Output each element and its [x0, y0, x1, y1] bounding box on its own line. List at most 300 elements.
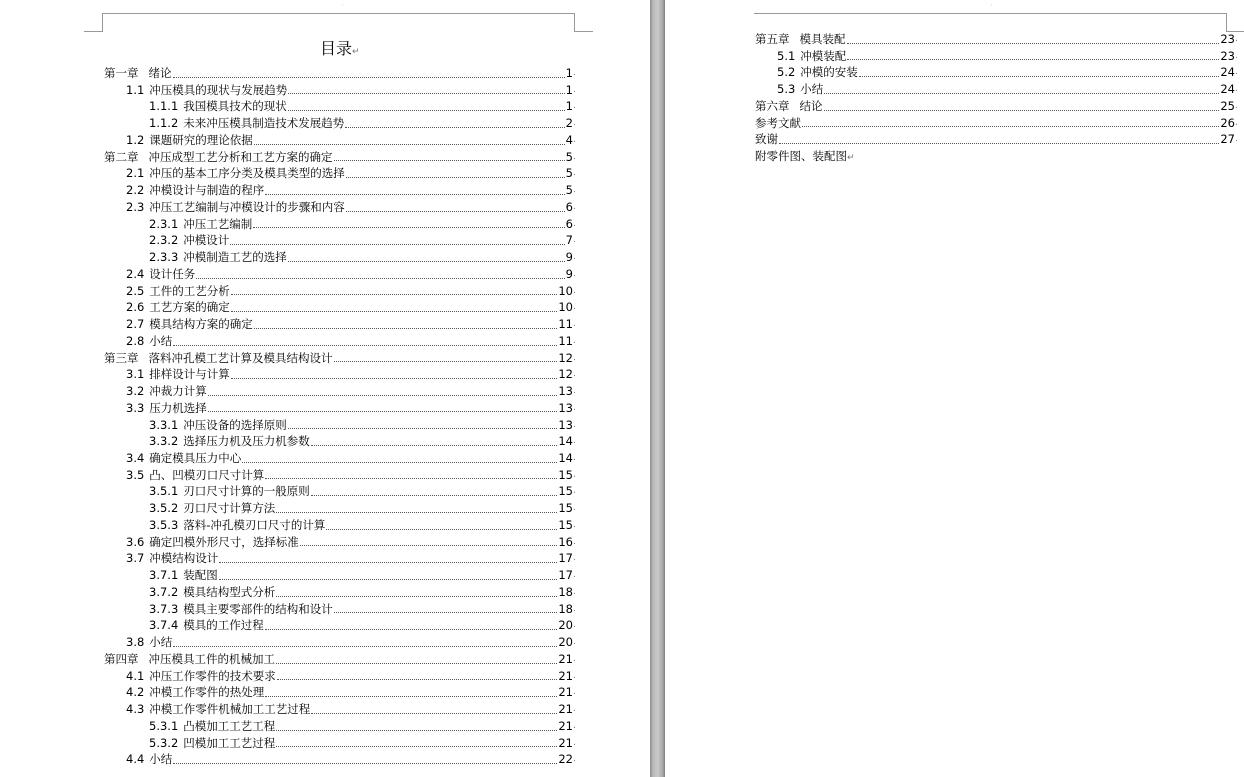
dot-leader — [288, 93, 564, 94]
toc-entry[interactable] — [104, 350, 579, 367]
toc-entry[interactable] — [149, 567, 579, 584]
toc-entry[interactable] — [126, 400, 579, 417]
toc-entry-number: 2.2 — [126, 183, 145, 198]
toc-entry-number: 5.2 — [777, 65, 796, 80]
toc-entry-number: 4.4 — [126, 752, 145, 767]
toc-entry[interactable] — [126, 383, 579, 400]
toc-entry[interactable] — [126, 316, 579, 333]
toc-entry-text: 刃口尺寸计算方法 — [183, 501, 276, 516]
toc-entry-text: 凸、凹模刃口尺寸计算 — [149, 467, 265, 482]
dot-leader — [334, 160, 565, 161]
tab-mark: . — [573, 519, 576, 530]
dot-leader — [231, 294, 558, 295]
toc-page-number: 15 — [558, 517, 573, 532]
toc-entry[interactable] — [126, 668, 579, 685]
toc-entry[interactable] — [126, 182, 579, 199]
header-paragraph-mark: ˙ — [341, 4, 344, 11]
dot-leader — [859, 76, 1220, 77]
tab-mark: . — [573, 670, 576, 681]
tab-mark: . — [573, 252, 576, 263]
toc-page-number: 26 — [1220, 115, 1235, 130]
toc-entry-text: 小结 — [149, 333, 173, 348]
toc-entry-number: 1.1.2 — [149, 116, 179, 131]
toc-page-number: 11 — [558, 317, 573, 332]
tab-mark: . — [1235, 84, 1238, 95]
toc-entry-text: 绪论 — [148, 65, 172, 80]
dot-leader — [254, 328, 558, 329]
toc-entry-text: 冲模结构设计 — [149, 551, 219, 566]
toc-entry-number: 2.5 — [126, 283, 145, 298]
toc-entry[interactable] — [126, 299, 579, 316]
toc-entry-text: 压力机选择 — [149, 400, 207, 415]
tab-mark: . — [573, 352, 576, 363]
tab-mark: . — [573, 737, 576, 748]
toc-entry-number: 3.5 — [126, 467, 145, 482]
toc-entry-text: 小结 — [149, 635, 173, 650]
tab-mark: . — [573, 453, 576, 463]
tab-mark: . — [573, 419, 576, 430]
tab-mark: . — [573, 586, 576, 597]
toc-entry-text: 冲模设计与制造的程序 — [149, 183, 265, 198]
tab-mark: . — [1235, 67, 1238, 78]
toc-page-number: 22 — [558, 752, 573, 767]
dot-leader — [265, 696, 557, 697]
toc-entry-text: 确定模具压力中心 — [149, 451, 242, 465]
toc-entry-text: 冲模设计 — [183, 233, 230, 248]
toc-entry-number: 3.4 — [126, 451, 145, 465]
toc-entry-text: 课题研究的理论依据 — [149, 132, 253, 147]
toc-entry-number: 3.5.3 — [149, 517, 179, 532]
toc-page-number: 17 — [558, 568, 573, 583]
tab-mark: . — [573, 201, 576, 212]
toc-page-number: 18 — [558, 584, 573, 599]
toc-entry-number: 5.3.2 — [149, 735, 179, 750]
toc-entry-text: 冲压工作零件的技术要求 — [149, 668, 276, 683]
toc-entry[interactable] — [149, 232, 579, 249]
toc-entry-number: 第二章 — [104, 149, 139, 164]
toc-entry-text: 小结 — [800, 82, 824, 97]
toc-page-number: 11 — [558, 333, 573, 348]
toc-entry[interactable] — [104, 651, 579, 668]
toc-entry-text: 工艺方案的确定 — [149, 300, 230, 315]
toc-entry[interactable] — [149, 433, 579, 450]
toc-entry[interactable] — [149, 617, 579, 634]
toc-entry[interactable] — [149, 484, 579, 501]
toc-page-number: 7 — [565, 233, 573, 248]
toc-entry-number: 3.8 — [126, 635, 145, 650]
toc-entry-number: 2.3.2 — [149, 233, 179, 248]
tab-mark: . — [573, 151, 576, 162]
toc-page-number: 24 — [1220, 82, 1235, 97]
toc-entry-text: 冲压模具工件的机械加工 — [148, 651, 275, 666]
header-paragraph-mark: ˙ — [990, 4, 993, 11]
tab-mark: . — [573, 319, 576, 330]
dot-leader — [288, 428, 558, 429]
toc-entry-text: 模具主要零部件的结构和设计 — [183, 601, 333, 616]
dot-leader — [311, 495, 558, 496]
toc-entry-number: 第四章 — [104, 651, 139, 666]
toc-entry-text: 凸模加工工艺工程 — [183, 718, 276, 733]
dot-leader — [334, 361, 558, 362]
toc-entry-text: 冲压模具的现状与发展趋势 — [149, 82, 288, 97]
tab-mark: . — [573, 720, 576, 731]
toc-entry[interactable] — [755, 31, 1241, 48]
dot-leader — [824, 93, 1219, 94]
toc-page-number: 1 — [565, 82, 573, 97]
toc-entry-number: 3.6 — [126, 534, 145, 549]
toc-entry-text: 小结 — [149, 752, 173, 767]
toc-page-number: 12 — [558, 350, 573, 365]
toc-page-number: 14 — [558, 451, 573, 465]
tab-mark: . — [573, 67, 576, 78]
tab-mark: . — [573, 302, 576, 313]
toc-entry[interactable] — [126, 634, 579, 651]
dot-leader — [219, 562, 557, 563]
toc-entry[interactable] — [755, 98, 1241, 115]
tab-mark: . — [573, 704, 576, 715]
toc-page-number: 23 — [1220, 48, 1235, 63]
tab-mark: . — [573, 218, 576, 229]
toc-entry-number: 3.7.3 — [149, 601, 179, 616]
toc-page-number: 14 — [558, 434, 573, 449]
toc-entry-number: 3.7.4 — [149, 618, 179, 633]
toc-entry-number: 1.2 — [126, 132, 145, 147]
toc-entry-number: 5.3.1 — [149, 718, 179, 733]
toc-entry[interactable] — [149, 417, 579, 434]
toc-entry-number: 2.7 — [126, 317, 145, 332]
tab-mark: . — [573, 687, 576, 698]
toc-page-number: 15 — [558, 501, 573, 516]
toc-page-number: 13 — [558, 417, 573, 432]
dot-leader — [288, 261, 565, 262]
toc-entry-text: 冲压工艺编制 — [183, 216, 253, 231]
tab-mark: . — [573, 754, 576, 765]
tab-mark: . — [573, 553, 576, 564]
toc-page-number: 20 — [558, 618, 573, 633]
toc-page-number: 9 — [565, 266, 573, 281]
dot-leader — [208, 395, 558, 396]
toc-entry-number: 4.3 — [126, 702, 145, 717]
toc-entry[interactable] — [126, 82, 579, 99]
tab-mark: . — [573, 402, 576, 413]
tab-mark: . — [1235, 134, 1238, 145]
dot-leader — [173, 77, 565, 78]
toc-entry-text: 刃口尺寸计算的一般原则 — [183, 484, 310, 499]
dot-leader — [173, 345, 557, 346]
header-corner-right — [574, 13, 593, 32]
toc-entry[interactable] — [149, 115, 579, 132]
toc-entry-number: 3.3.2 — [149, 434, 179, 449]
dot-leader — [779, 143, 1219, 144]
tab-mark: . — [573, 335, 576, 346]
toc-entry-number: 1.1.1 — [149, 99, 179, 114]
dot-leader — [196, 278, 564, 279]
toc-entry-appendix[interactable] — [755, 148, 855, 167]
dot-leader — [276, 512, 557, 513]
toc-entry[interactable] — [126, 366, 579, 383]
toc-entry-text: 致谢 — [755, 132, 778, 147]
toc-entry-text: 冲模工作零件的热处理 — [149, 685, 265, 700]
toc-page-number: 9 — [565, 250, 573, 265]
toc-entry-text: 落料-冲孔模刃口尺寸的计算 — [183, 517, 326, 532]
toc-page-number: 6 — [565, 199, 573, 214]
toc-entry-number: 3.5.2 — [149, 501, 179, 516]
tab-mark: . — [573, 469, 576, 480]
toc-page-number: 23 — [1220, 31, 1235, 46]
toc-entry-number: 2.1 — [126, 166, 145, 181]
dot-leader — [326, 529, 557, 530]
tab-mark: . — [573, 486, 576, 497]
paragraph-mark: ↵ — [352, 47, 360, 57]
tab-mark: . — [573, 603, 576, 614]
toc-entry-number: 2.6 — [126, 300, 145, 315]
toc-page-number: 6 — [565, 216, 573, 231]
toc-entry[interactable] — [149, 584, 579, 601]
toc-entry[interactable] — [126, 701, 579, 718]
toc-entry[interactable] — [777, 81, 1241, 98]
toc-page-number: 15 — [558, 467, 573, 482]
toc-entry-number: 3.7.1 — [149, 568, 179, 583]
toc-entry-number: 3.7.2 — [149, 584, 179, 599]
page-gutter — [650, 0, 665, 777]
dot-leader — [231, 311, 558, 312]
toc-entry-text: 排样设计与计算 — [149, 367, 230, 382]
toc-entry[interactable] — [755, 131, 1241, 148]
toc-entry-text: 确定凹模外形尺寸，选择标准 — [149, 534, 299, 549]
dot-leader — [173, 763, 557, 764]
toc-entry[interactable] — [126, 550, 579, 567]
toc-page-number: 20 — [558, 635, 573, 650]
tab-mark: . — [1235, 33, 1238, 44]
toc-entry-text: 冲模装配 — [800, 48, 847, 63]
dot-leader — [277, 679, 558, 680]
toc-page-number: 10 — [558, 300, 573, 315]
toc-entry-text: 凹模加工工艺过程 — [183, 735, 276, 750]
dot-leader — [276, 663, 557, 664]
toc-entry-text: 模具的工作过程 — [183, 618, 264, 633]
toc-entry-number: 第五章 — [755, 31, 790, 46]
toc-entry[interactable] — [777, 64, 1241, 81]
dot-leader — [219, 579, 558, 580]
toc-entry-number: 2.8 — [126, 333, 145, 348]
toc-entry-number: 3.5.1 — [149, 484, 179, 499]
toc-page-number: 21 — [558, 702, 573, 717]
toc-page-number: 25 — [1220, 98, 1235, 113]
toc-entry-text: 冲压工艺编制与冲模设计的步骤和内容 — [149, 199, 345, 214]
dot-leader — [230, 244, 564, 245]
header-rule — [754, 13, 1226, 14]
toc-page-number: 21 — [558, 735, 573, 750]
toc-page-number: 13 — [558, 384, 573, 399]
toc-entry-text: 冲模工作零件机械加工工艺过程 — [149, 702, 311, 717]
toc-page-number: 21 — [558, 718, 573, 733]
dot-leader — [346, 177, 565, 178]
toc-entry-text: 冲压成型工艺分析和工艺方案的确定 — [148, 149, 333, 164]
toc-entry[interactable] — [126, 751, 579, 768]
toc-page-number: 21 — [558, 685, 573, 700]
tab-mark: . — [1235, 50, 1238, 61]
toc-entry-text: 冲裁力计算 — [149, 384, 207, 399]
toc-entry-text: 参考文献 — [755, 115, 801, 130]
tab-mark: . — [573, 570, 576, 581]
toc-entry-text: 落料冲孔模工艺计算及模具结构设计 — [148, 350, 333, 365]
tab-mark: . — [573, 637, 576, 648]
toc-entry-number: 5.3 — [777, 82, 796, 97]
toc-entry[interactable] — [126, 132, 579, 149]
toc-entry[interactable] — [126, 684, 579, 701]
tab-mark: . — [1235, 100, 1238, 111]
toc-entry[interactable] — [149, 735, 579, 752]
toc-entry[interactable] — [126, 199, 579, 216]
paragraph-mark: ↵ — [847, 153, 855, 163]
toc-page-number: 12 — [558, 367, 573, 382]
dot-leader — [847, 43, 1220, 44]
tab-mark: . — [573, 268, 576, 279]
toc-entry-number: 3.2 — [126, 384, 145, 399]
toc-entry[interactable] — [149, 718, 579, 735]
toc-entry-text: 冲模的安装 — [800, 65, 858, 80]
toc-page-number: 21 — [558, 651, 573, 666]
dot-leader — [276, 596, 557, 597]
toc-entry-text: 选择压力机及压力机参数 — [183, 434, 310, 449]
toc-title — [320, 38, 360, 63]
tab-mark: . — [573, 134, 576, 145]
dot-leader — [242, 462, 557, 463]
dot-leader — [231, 378, 558, 379]
toc-page-number: 18 — [558, 601, 573, 616]
tab-mark: . — [1235, 117, 1238, 128]
toc-entry-number: 2.3.1 — [149, 216, 179, 231]
toc-entry[interactable] — [149, 216, 579, 233]
toc-entry[interactable] — [126, 450, 579, 467]
document-page-right — [665, 0, 1244, 777]
toc-entry[interactable] — [777, 48, 1241, 65]
tab-mark: . — [573, 185, 576, 196]
toc-entry[interactable] — [126, 266, 579, 283]
toc-entry-number: 3.3.1 — [149, 417, 179, 432]
toc-entry[interactable] — [126, 165, 579, 182]
toc-page-number: 5 — [565, 149, 573, 164]
tab-mark: . — [573, 536, 576, 547]
toc-entry[interactable] — [149, 249, 579, 266]
tab-mark: . — [573, 620, 576, 631]
toc-page-number: 16 — [558, 534, 573, 549]
dot-leader — [265, 478, 557, 479]
toc-page-number: 1 — [565, 65, 573, 80]
toc-page-number: 10 — [558, 283, 573, 298]
tab-mark: . — [573, 84, 576, 95]
toc-page-number: 21 — [558, 668, 573, 683]
tab-mark: . — [573, 503, 576, 514]
dot-leader — [173, 646, 557, 647]
toc-entry-text: 工件的工艺分析 — [149, 283, 230, 298]
tab-mark: . — [573, 436, 576, 447]
toc-entry[interactable] — [126, 534, 579, 551]
header-rule — [102, 13, 574, 14]
toc-entry[interactable] — [104, 149, 579, 166]
toc-entry-text: 模具结构方案的确定 — [149, 317, 253, 332]
tab-mark: . — [573, 285, 576, 296]
toc-entry-text: 冲压设备的选择原则 — [183, 417, 287, 432]
toc-entry-text: 冲模制造工艺的选择 — [183, 250, 287, 265]
toc-entry-number: 5.1 — [777, 48, 796, 63]
dot-leader — [288, 110, 565, 111]
dot-leader — [346, 211, 565, 212]
dot-leader — [300, 545, 558, 546]
toc-entry-text: 装配图 — [183, 568, 218, 583]
tab-mark: . — [573, 386, 576, 397]
toc-entry[interactable] — [126, 333, 579, 350]
tab-mark: . — [573, 235, 576, 246]
toc-entry-text: 模具装配 — [799, 31, 846, 46]
toc-entry[interactable] — [149, 601, 579, 618]
dot-leader — [824, 110, 1220, 111]
toc-entry-number: 2.3.3 — [149, 250, 179, 265]
toc-entry-number: 1.1 — [126, 82, 145, 97]
toc-entry[interactable] — [149, 98, 579, 115]
toc-entry-number: 3.7 — [126, 551, 145, 566]
dot-leader — [311, 713, 557, 714]
dot-leader — [253, 227, 564, 228]
dot-leader — [847, 59, 1219, 60]
toc-entry-text: 模具结构型式分析 — [183, 584, 276, 599]
toc-entry[interactable] — [126, 283, 579, 300]
toc-page-number: 1 — [565, 99, 573, 114]
toc-entry[interactable] — [126, 467, 579, 484]
dot-leader — [345, 127, 564, 128]
toc-entry-number: 4.2 — [126, 685, 145, 700]
dot-leader — [276, 730, 557, 731]
dot-leader — [802, 126, 1219, 127]
toc-entry-number: 第一章 — [104, 65, 139, 80]
toc-entry-text: 我国模具技术的现状 — [183, 99, 287, 114]
toc-page-number: 15 — [558, 484, 573, 499]
toc-title-text: 目录 — [320, 39, 353, 58]
toc-page-number: 4 — [565, 132, 573, 147]
dot-leader — [265, 629, 558, 630]
toc-page-number: 5 — [565, 183, 573, 198]
toc-entry-text: 未来冲压模具制造技术发展趋势 — [183, 116, 345, 131]
tab-mark: . — [573, 118, 576, 129]
toc-entry-number: 4.1 — [126, 668, 145, 683]
toc-entry-text: 设计任务 — [149, 266, 196, 281]
dot-leader — [265, 194, 564, 195]
tab-mark: . — [573, 101, 576, 112]
tab-mark: . — [573, 653, 576, 664]
dot-leader — [276, 746, 557, 747]
toc-page-number: 17 — [558, 551, 573, 566]
toc-entry-text: 结论 — [799, 98, 823, 113]
toc-entry[interactable] — [149, 500, 579, 517]
header-corner-right — [1226, 13, 1244, 32]
toc-entry-number: 第六章 — [755, 98, 790, 113]
toc-entry-text: 附零件图、装配图 — [755, 149, 847, 163]
dot-leader — [254, 144, 565, 145]
toc-entry-number: 第三章 — [104, 350, 139, 365]
toc-page-number: 13 — [558, 400, 573, 415]
toc-entry-number: 2.3 — [126, 199, 145, 214]
toc-entry[interactable] — [755, 115, 1241, 132]
toc-entry[interactable] — [149, 517, 579, 534]
toc-entry[interactable] — [104, 65, 579, 82]
toc-page-number: 2 — [565, 116, 573, 131]
toc-entry-number: 3.3 — [126, 400, 145, 415]
tab-mark: . — [573, 369, 576, 380]
toc-page-number: 24 — [1220, 65, 1235, 80]
header-corner-left — [84, 13, 103, 32]
toc-entry-number: 3.1 — [126, 367, 145, 382]
dot-leader — [334, 612, 558, 613]
